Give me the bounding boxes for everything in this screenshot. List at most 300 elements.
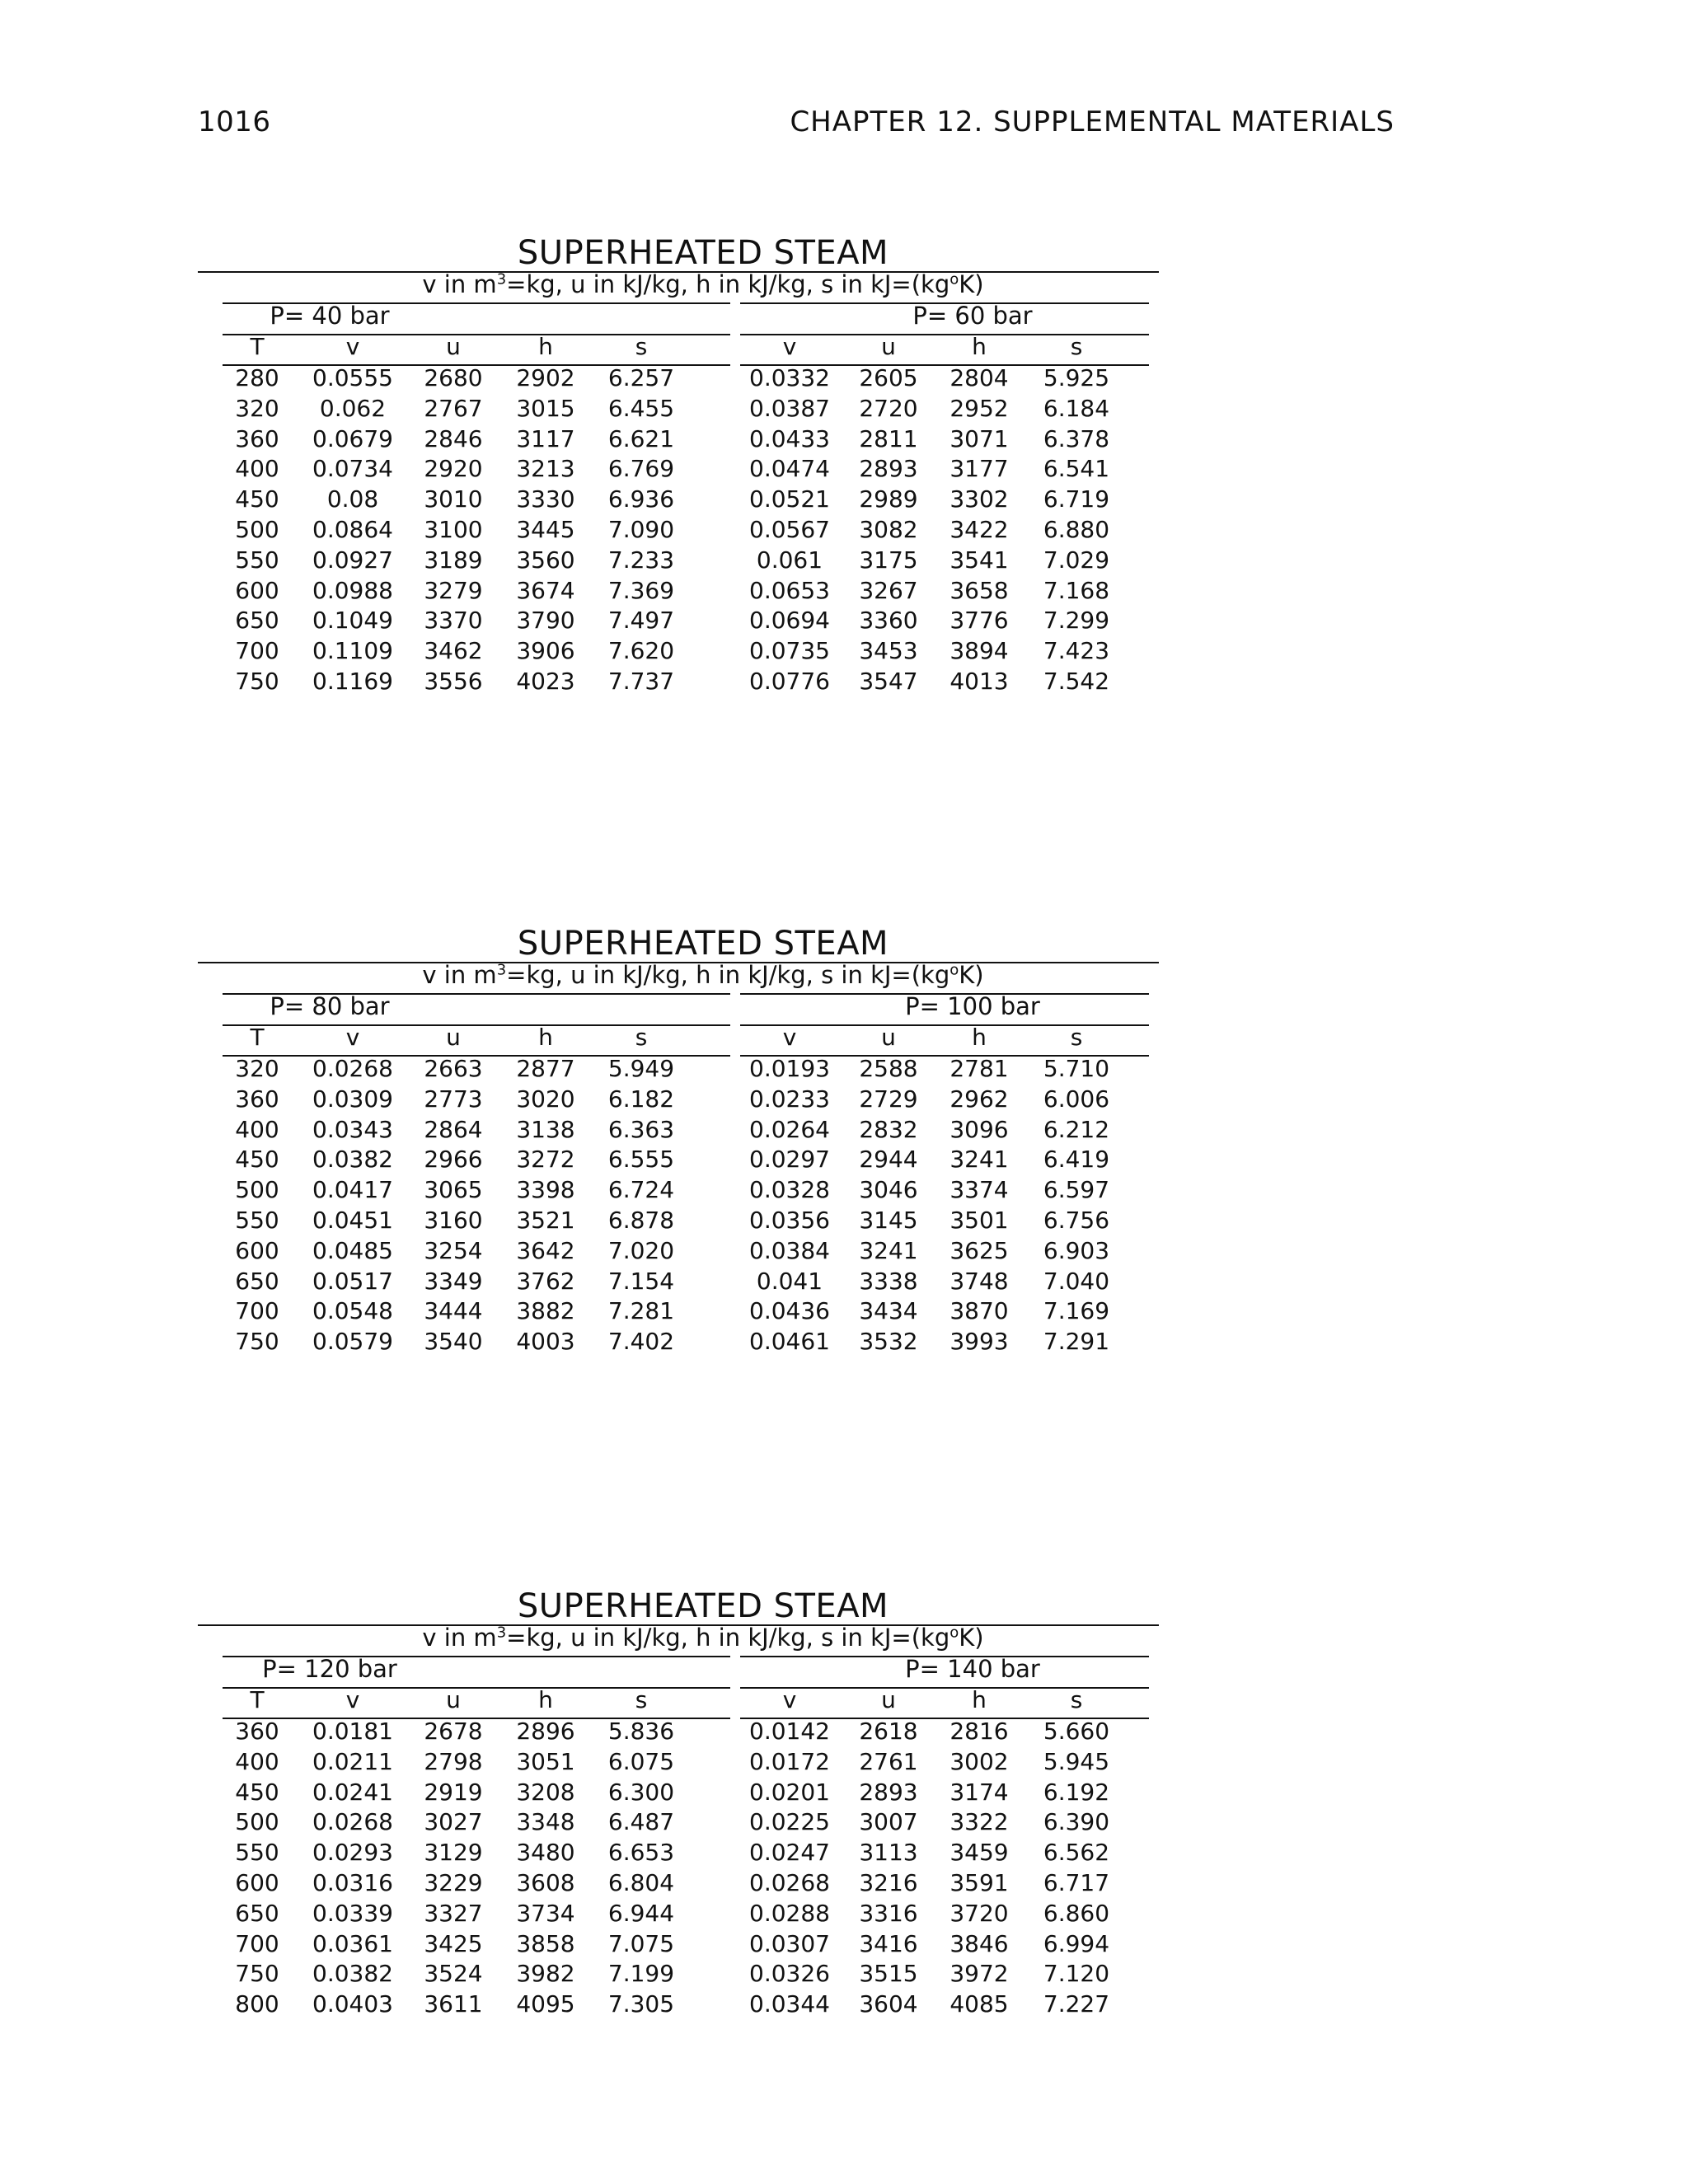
table-cell: 0.0927	[312, 546, 393, 574]
table-cell: 3608	[516, 1869, 575, 1896]
table-cell: 0.041	[756, 1267, 823, 1295]
table-cell: 3611	[424, 1990, 483, 2018]
table-cell: 5.925	[1043, 364, 1110, 391]
table-cell: 3982	[516, 1960, 575, 1988]
table-cell: 7.169	[1043, 1297, 1110, 1325]
table-cell: 0.1109	[312, 637, 393, 665]
table-cell: 0.0694	[749, 607, 830, 635]
table-cell: 3993	[950, 1328, 1009, 1356]
table-cell: 0.0316	[312, 1869, 393, 1896]
table-cell: 3524	[424, 1960, 483, 1988]
table-cell: 3177	[950, 455, 1009, 483]
table-cell: 3360	[859, 607, 918, 635]
table-cell: 3241	[950, 1146, 1009, 1174]
table-cell: 320	[235, 1055, 279, 1082]
table-cell: 2896	[516, 1718, 575, 1745]
units-text: K)	[959, 1624, 984, 1652]
pressure-label-left: P= 80 bar	[270, 992, 390, 1020]
table-cell: 3046	[859, 1176, 918, 1204]
table-cell: 6.756	[1043, 1207, 1110, 1234]
table-cell: 5.949	[607, 1055, 675, 1082]
column-header-u: u	[881, 333, 896, 360]
table-cell: 2729	[859, 1085, 918, 1113]
table-cell: 2618	[859, 1718, 918, 1745]
table-cell: 4003	[516, 1328, 575, 1356]
table-cell: 7.020	[607, 1236, 675, 1264]
table-cell: 3540	[424, 1328, 483, 1356]
table-cell: 0.0332	[749, 364, 830, 391]
table-cell: 2962	[950, 1085, 1009, 1113]
column-header-u: u	[446, 1686, 461, 1713]
table-cell: 0.0233	[749, 1085, 830, 1113]
table-cell: 3658	[950, 576, 1009, 604]
table-cell: 3480	[516, 1839, 575, 1867]
column-header-u: u	[881, 1686, 896, 1713]
table-cell: 7.281	[607, 1297, 675, 1325]
table-cell: 3327	[424, 1899, 483, 1927]
table-cell: 400	[235, 1115, 279, 1143]
table-cell: 6.562	[1043, 1839, 1110, 1867]
table-cell: 0.0307	[749, 1929, 830, 1957]
table-cell: 450	[235, 485, 279, 513]
pressure-label-right: P= 140 bar	[905, 1655, 1040, 1683]
table-cell: 7.090	[607, 516, 675, 543]
column-header-T: T	[250, 1024, 265, 1051]
table-cell: 3734	[516, 1899, 575, 1927]
table-cell: 2761	[859, 1747, 918, 1775]
units-text: v in m	[422, 270, 497, 298]
table-cell: 0.0172	[749, 1747, 830, 1775]
table-cell: 0.0776	[749, 668, 830, 695]
table-cell: 3462	[424, 637, 483, 665]
table-cell: 3776	[950, 607, 1009, 635]
table-cell: 5.836	[607, 1718, 675, 1745]
table-cell: 0.0297	[749, 1146, 830, 1174]
table-cell: 6.804	[607, 1869, 675, 1896]
table-cell: 0.0679	[312, 424, 393, 452]
column-header-v: v	[782, 1686, 797, 1713]
table-cell: 3444	[424, 1297, 483, 1325]
table-cell: 500	[235, 1176, 279, 1204]
table-cell: 7.305	[607, 1990, 675, 2018]
table-cell: 3071	[950, 424, 1009, 452]
table-cell: 3065	[424, 1176, 483, 1204]
table-cell: 3625	[950, 1236, 1009, 1264]
units-text: K)	[959, 270, 984, 298]
table-cell: 6.903	[1043, 1236, 1110, 1264]
table-cell: 0.0864	[312, 516, 393, 543]
table-cell: 2588	[859, 1055, 918, 1082]
table-cell: 7.299	[1043, 607, 1110, 635]
column-header-T: T	[250, 333, 265, 360]
table-cell: 3010	[424, 485, 483, 513]
table-cell: 7.620	[607, 637, 675, 665]
table-cell: 6.717	[1043, 1869, 1110, 1896]
units-superscript: 3	[496, 961, 507, 979]
column-header-v: v	[345, 1024, 360, 1051]
column-header-v: v	[345, 1686, 360, 1713]
table-cell: 2811	[859, 424, 918, 452]
table-cell: 6.300	[607, 1778, 675, 1806]
table-cell: 0.0201	[749, 1778, 830, 1806]
table-cell: 0.0451	[312, 1207, 393, 1234]
table-cell: 0.0225	[749, 1808, 830, 1836]
table-cell: 0.0735	[749, 637, 830, 665]
table-cell: 2893	[859, 455, 918, 483]
table-cell: 6.653	[607, 1839, 675, 1867]
column-header-s: s	[635, 333, 648, 360]
table-cell: 6.880	[1043, 516, 1110, 543]
table-cell: 6.257	[607, 364, 675, 391]
table-cell: 6.878	[607, 1207, 675, 1234]
table-cell: 6.944	[607, 1899, 675, 1927]
table-cell: 3096	[950, 1115, 1009, 1143]
table-cell: 750	[235, 1960, 279, 1988]
column-header-u: u	[446, 1024, 461, 1051]
table-cell: 600	[235, 1236, 279, 1264]
table-cell: 2720	[859, 394, 918, 422]
table-cell: 7.154	[607, 1267, 675, 1295]
units-line	[198, 961, 1159, 989]
table-cell: 4013	[950, 668, 1009, 695]
table-cell: 2781	[950, 1055, 1009, 1082]
table-cell: 3027	[424, 1808, 483, 1836]
table-cell: 3422	[950, 516, 1009, 543]
units-text: v in m	[422, 961, 497, 989]
column-header-h: h	[538, 333, 553, 360]
table-cell: 3002	[950, 1747, 1009, 1775]
table-cell: 400	[235, 455, 279, 483]
table-cell: 450	[235, 1778, 279, 1806]
table-cell: 0.0567	[749, 516, 830, 543]
table-cell: 3604	[859, 1990, 918, 2018]
column-header-s: s	[1070, 1024, 1083, 1051]
table-cell: 3556	[424, 668, 483, 695]
table-cell: 2678	[424, 1718, 483, 1745]
table-cell: 3051	[516, 1747, 575, 1775]
units-superscript: 3	[496, 1624, 507, 1642]
table-cell: 0.1169	[312, 668, 393, 695]
table-cell: 3174	[950, 1778, 1009, 1806]
table-cell: 7.542	[1043, 668, 1110, 695]
table-cell: 3216	[859, 1869, 918, 1896]
table-cell: 0.0387	[749, 394, 830, 422]
column-header-T: T	[250, 1686, 265, 1713]
table-cell: 3374	[950, 1176, 1009, 1204]
table-cell: 6.378	[1043, 424, 1110, 452]
table-cell: 0.0142	[749, 1718, 830, 1745]
table-cell: 7.168	[1043, 576, 1110, 604]
units-degree: o	[950, 270, 959, 288]
column-header-h: h	[972, 1024, 987, 1051]
table-cell: 3267	[859, 576, 918, 604]
pressure-label-left: P= 40 bar	[270, 302, 390, 330]
table-cell: 0.0343	[312, 1115, 393, 1143]
table-cell: 2767	[424, 394, 483, 422]
table-cell: 3272	[516, 1146, 575, 1174]
table-cell: 2920	[424, 455, 483, 483]
table-cell: 750	[235, 1328, 279, 1356]
table-cell: 0.0485	[312, 1236, 393, 1264]
table-cell: 0.0988	[312, 576, 393, 604]
table-cell: 6.769	[607, 455, 675, 483]
table-cell: 0.08	[326, 485, 379, 513]
chapter-heading: CHAPTER 12. SUPPLEMENTAL MATERIALS	[790, 105, 1395, 138]
table-cell: 3338	[859, 1267, 918, 1295]
table-cell: 0.0326	[749, 1960, 830, 1988]
table-cell: 3459	[950, 1839, 1009, 1867]
table-cell: 2919	[424, 1778, 483, 1806]
table-cell: 0.0734	[312, 455, 393, 483]
units-line	[198, 1624, 1159, 1652]
table-cell: 750	[235, 668, 279, 695]
table-cell: 3720	[950, 1899, 1009, 1927]
table-cell: 3434	[859, 1297, 918, 1325]
table-cell: 0.0339	[312, 1899, 393, 1927]
table-cell: 3591	[950, 1869, 1009, 1896]
table-title: SUPERHEATED STEAM	[517, 1587, 889, 1625]
table-cell: 0.0361	[312, 1929, 393, 1957]
table-cell: 3894	[950, 637, 1009, 665]
table-cell: 3117	[516, 424, 575, 452]
table-cell: 0.061	[756, 546, 823, 574]
table-cell: 6.555	[607, 1146, 675, 1174]
table-cell: 3015	[516, 394, 575, 422]
table-cell: 0.0356	[749, 1207, 830, 1234]
table-cell: 6.192	[1043, 1778, 1110, 1806]
table-cell: 0.0344	[749, 1990, 830, 2018]
table-cell: 0.0433	[749, 424, 830, 452]
table-cell: 600	[235, 1869, 279, 1896]
table-cell: 7.075	[607, 1929, 675, 1957]
table-cell: 6.994	[1043, 1929, 1110, 1957]
table-cell: 650	[235, 1899, 279, 1927]
column-header-h: h	[972, 333, 987, 360]
table-cell: 360	[235, 1718, 279, 1745]
units-text: K)	[959, 961, 984, 989]
table-cell: 0.0384	[749, 1236, 830, 1264]
table-cell: 6.075	[607, 1747, 675, 1775]
table-cell: 0.0403	[312, 1990, 393, 2018]
table-cell: 6.724	[607, 1176, 675, 1204]
table-cell: 2893	[859, 1778, 918, 1806]
table-cell: 3349	[424, 1267, 483, 1295]
table-cell: 7.291	[1043, 1328, 1110, 1356]
table-cell: 0.0293	[312, 1839, 393, 1867]
table-cell: 2798	[424, 1747, 483, 1775]
table-cell: 2832	[859, 1115, 918, 1143]
column-header-s: s	[635, 1024, 648, 1051]
table-title: SUPERHEATED STEAM	[517, 234, 889, 272]
table-cell: 0.0555	[312, 364, 393, 391]
table-cell: 6.936	[607, 485, 675, 513]
units-text: =kg, u in kJ/kg, h in kJ/kg, s in kJ=(kg	[506, 270, 950, 298]
table-cell: 3445	[516, 516, 575, 543]
table-cell: 0.0268	[749, 1869, 830, 1896]
table-cell: 450	[235, 1146, 279, 1174]
table-cell: 0.0181	[312, 1718, 393, 1745]
table-cell: 0.0474	[749, 455, 830, 483]
table-cell: 3532	[859, 1328, 918, 1356]
table-cell: 6.212	[1043, 1115, 1110, 1143]
column-header-s: s	[1070, 333, 1083, 360]
steam-table	[198, 925, 1159, 1386]
table-cell: 2816	[950, 1718, 1009, 1745]
table-cell: 7.120	[1043, 1960, 1110, 1988]
table-cell: 0.0521	[749, 485, 830, 513]
table-cell: 6.597	[1043, 1176, 1110, 1204]
table-cell: 3316	[859, 1899, 918, 1927]
table-cell: 0.0382	[312, 1960, 393, 1988]
table-cell: 6.487	[607, 1808, 675, 1836]
table-cell: 0.0264	[749, 1115, 830, 1143]
table-cell: 3229	[424, 1869, 483, 1896]
steam-table	[198, 234, 1159, 696]
table-cell: 3882	[516, 1297, 575, 1325]
table-cell: 3870	[950, 1297, 1009, 1325]
pressure-label-right: P= 60 bar	[912, 302, 1033, 330]
table-cell: 0.0461	[749, 1328, 830, 1356]
table-cell: 3790	[516, 607, 575, 635]
table-cell: 700	[235, 637, 279, 665]
table-cell: 0.0309	[312, 1085, 393, 1113]
table-cell: 5.660	[1043, 1718, 1110, 1745]
table-cell: 2877	[516, 1055, 575, 1082]
table-cell: 6.390	[1043, 1808, 1110, 1836]
units-line	[198, 270, 1159, 298]
table-cell: 3330	[516, 485, 575, 513]
column-header-s: s	[635, 1686, 648, 1713]
table-cell: 3348	[516, 1808, 575, 1836]
table-cell: 0.062	[319, 394, 387, 422]
table-cell: 4085	[950, 1990, 1009, 2018]
table-cell: 2902	[516, 364, 575, 391]
table-cell: 6.621	[607, 424, 675, 452]
table-cell: 3007	[859, 1808, 918, 1836]
table-cell: 0.0548	[312, 1297, 393, 1325]
table-title: SUPERHEATED STEAM	[517, 925, 889, 963]
table-cell: 3560	[516, 546, 575, 574]
table-cell: 0.0653	[749, 576, 830, 604]
table-cell: 360	[235, 1085, 279, 1113]
table-cell: 700	[235, 1297, 279, 1325]
table-cell: 7.402	[607, 1328, 675, 1356]
table-cell: 3642	[516, 1236, 575, 1264]
page-number: 1016	[198, 105, 271, 138]
column-header-u: u	[446, 333, 461, 360]
table-cell: 3113	[859, 1839, 918, 1867]
table-cell: 0.0241	[312, 1778, 393, 1806]
table-cell: 2989	[859, 485, 918, 513]
table-cell: 3846	[950, 1929, 1009, 1957]
column-header-h: h	[538, 1686, 553, 1713]
table-cell: 0.0268	[312, 1055, 393, 1082]
table-cell: 3858	[516, 1929, 575, 1957]
table-cell: 3208	[516, 1778, 575, 1806]
table-cell: 3175	[859, 546, 918, 574]
column-header-s: s	[1070, 1686, 1083, 1713]
table-cell: 3322	[950, 1808, 1009, 1836]
table-cell: 3906	[516, 637, 575, 665]
table-cell: 5.710	[1043, 1055, 1110, 1082]
table-cell: 7.233	[607, 546, 675, 574]
table-cell: 650	[235, 1267, 279, 1295]
table-cell: 3254	[424, 1236, 483, 1264]
table-cell: 7.737	[607, 668, 675, 695]
table-cell: 3521	[516, 1207, 575, 1234]
table-cell: 3082	[859, 516, 918, 543]
column-header-h: h	[972, 1686, 987, 1713]
table-cell: 550	[235, 1207, 279, 1234]
table-cell: 6.541	[1043, 455, 1110, 483]
table-cell: 6.182	[607, 1085, 675, 1113]
table-cell: 2864	[424, 1115, 483, 1143]
table-cell: 650	[235, 607, 279, 635]
table-cell: 3241	[859, 1236, 918, 1264]
steam-table	[198, 1587, 1159, 2049]
table-cell: 3762	[516, 1267, 575, 1295]
pressure-label-right: P= 100 bar	[905, 992, 1040, 1020]
column-header-v: v	[782, 333, 797, 360]
units-text: =kg, u in kJ/kg, h in kJ/kg, s in kJ=(kg	[506, 961, 950, 989]
table-cell: 4023	[516, 668, 575, 695]
table-cell: 3138	[516, 1115, 575, 1143]
units-degree: o	[950, 961, 959, 979]
table-cell: 3100	[424, 516, 483, 543]
table-cell: 0.0417	[312, 1176, 393, 1204]
table-cell: 3515	[859, 1960, 918, 1988]
table-cell: 3398	[516, 1176, 575, 1204]
pressure-label-left: P= 120 bar	[262, 1655, 397, 1683]
table-cell: 400	[235, 1747, 279, 1775]
table-cell: 2605	[859, 364, 918, 391]
table-cell: 3189	[424, 546, 483, 574]
units-superscript: 3	[496, 270, 507, 288]
table-cell: 2952	[950, 394, 1009, 422]
table-cell: 3547	[859, 668, 918, 695]
table-cell: 3160	[424, 1207, 483, 1234]
table-cell: 7.227	[1043, 1990, 1110, 2018]
table-cell: 800	[235, 1990, 279, 2018]
table-cell: 6.006	[1043, 1085, 1110, 1113]
units-degree: o	[950, 1624, 959, 1642]
table-cell: 0.0247	[749, 1839, 830, 1867]
table-cell: 6.719	[1043, 485, 1110, 513]
table-cell: 500	[235, 516, 279, 543]
table-cell: 3370	[424, 607, 483, 635]
table-cell: 6.419	[1043, 1146, 1110, 1174]
table-cell: 3453	[859, 637, 918, 665]
table-cell: 0.0579	[312, 1328, 393, 1356]
column-header-u: u	[881, 1024, 896, 1051]
table-cell: 3416	[859, 1929, 918, 1957]
table-cell: 7.369	[607, 576, 675, 604]
table-cell: 320	[235, 394, 279, 422]
table-cell: 7.029	[1043, 546, 1110, 574]
table-cell: 360	[235, 424, 279, 452]
table-cell: 7.423	[1043, 637, 1110, 665]
column-header-h: h	[538, 1024, 553, 1051]
table-cell: 0.0288	[749, 1899, 830, 1927]
table-cell: 2663	[424, 1055, 483, 1082]
table-cell: 500	[235, 1808, 279, 1836]
table-cell: 0.0211	[312, 1747, 393, 1775]
table-cell: 3279	[424, 576, 483, 604]
table-cell: 0.1049	[312, 607, 393, 635]
table-cell: 6.184	[1043, 394, 1110, 422]
table-cell: 6.363	[607, 1115, 675, 1143]
table-cell: 7.497	[607, 607, 675, 635]
